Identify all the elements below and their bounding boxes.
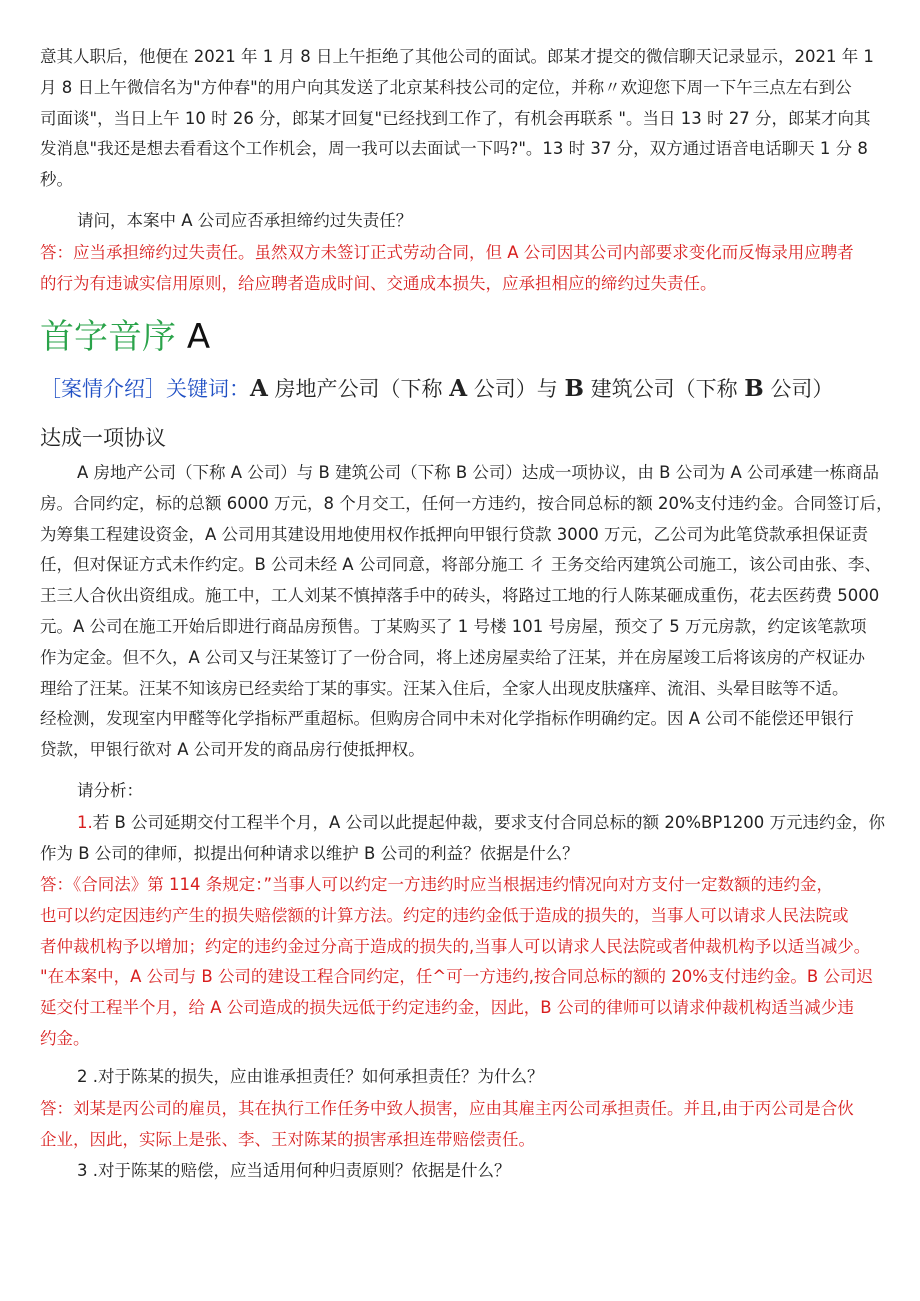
answer-line: 者仲裁机构予以增加；约定的违约金过分高于造成的损失的,当事人可以请求人民法院或者仲裁机构予以适当减少。 <box>40 936 871 956</box>
paragraph-line: 经检测，发现室内甲醛等化学指标严重超标。但购房合同中未对化学指标作明确约定。因 A 公司不能偿还甲银行 <box>40 709 854 729</box>
answer-2 <box>40 870 885 1055</box>
answer-1 <box>40 238 885 300</box>
paragraph-line: 作为定金。但不久，A 公司又与汪某签订了一份合同，将上述房屋卖给了汪某，并在房屋竣工后将该房的产权证办 <box>40 647 866 667</box>
keyword-text: 公司） <box>763 377 834 401</box>
paragraph-line: 理给了汪某。汪某不知该房已经卖给丁某的事实。汪某入住后，全家人出现皮肤瘙痒、流泪、头晕目眩等不适。 <box>40 678 849 698</box>
question-line: 作为 B 公司的律师，拟提出何种请求以维护 B 公司的利益？依据是什么？ <box>40 843 579 863</box>
keyword-text: 公司）与 <box>467 377 565 401</box>
paragraph-line: 元。A 公司在施工开始后即进行商品房预售。丁某购买了 1 号楼 101 号房屋，预交了 5 万元房款，约定该笔款项 <box>40 616 867 636</box>
answer-line: 延交付工程半个月，给 A 公司造成的损失远低于约定违约金，因此，B 公司的律师可以请求仲裁机构适当减少违 <box>40 998 854 1018</box>
keyword-letter-a: A <box>250 375 268 402</box>
question-line <box>40 808 885 839</box>
case-heading-line2: 达成一项协议 <box>40 426 166 450</box>
case-bracket-open: ［ <box>40 377 61 401</box>
case-label: 案情介绍 <box>61 377 145 401</box>
paragraph-line: 月 8 日上午微信名为"方仲春"的用户向其发送了北京某科技公司的定位，并称〃欢迎您下周一下午三点左右到公 <box>40 77 852 97</box>
answer-line: "在本案中，A 公司与 B 公司的建设工程合同约定，任^可一方违约,按合同总标的额的 20%支付违约金。B 公司迟 <box>40 967 873 987</box>
answer-line: 也可以约定因违约产生的损失赔偿额的计算方法。约定的违约金低于造成的损失的，当事人可以请求人民法院或 <box>40 905 849 925</box>
paragraph-line: 司面谈"，当日上午 10 时 26 分，郎某才回复"已经找到工作了，有机会再联系 "。当日 13 时 27 分，郎某才向其 <box>40 108 871 128</box>
answer-line: 约金。 <box>40 1028 90 1048</box>
case-heading <box>40 370 833 408</box>
paragraph-line: 王三人合伙出资组成。施工中，工人刘某不慎掉落手中的砖头，将路过工地的行人陈某砸成重伤，花去医药费 5000 <box>40 586 880 606</box>
analysis-question-1 <box>40 808 885 870</box>
question-1 <box>40 206 885 237</box>
question-text: 请问，本案中 A 公司应否承担缔约过失责任？ <box>77 211 413 230</box>
heading-green-text: 首字音序 <box>40 317 176 357</box>
paragraph-line: 为筹集工程建设资金，A 公司用其建设用地使用权作抵押向甲银行贷款 3000 万元，乙公司为此笔贷款承担保证责 <box>40 524 869 544</box>
analysis-question-2 <box>40 1062 885 1093</box>
paragraph-line: 任，但对保证方式未作约定。B 公司未经 A 公司同意，将部分施工 彳 王务交给丙建筑公司施工，该公司由张、李、 <box>40 555 881 575</box>
keyword-letter-b: B <box>564 375 584 402</box>
keyword-letter-b2: B <box>744 375 764 402</box>
question-text: 2 .对于陈某的损失，应由谁承担责任？如何承担责任？为什么？ <box>77 1067 544 1086</box>
answer-3 <box>40 1094 885 1156</box>
paragraph-line: 意其人职后，他便在 2021 年 1 月 8 日上午拒绝了其他公司的面试。郎某才提交的微信聊天记录显示，2021 年 1 <box>40 47 874 66</box>
heading-letter: A <box>186 317 211 357</box>
case-paragraph <box>40 458 893 766</box>
section-heading <box>40 312 210 362</box>
answer-line: 答：《合同法》第 114 条规定：”当事人可以约定一方违约时应当根据违约情况向对方支付一定数额的违约金， <box>40 875 834 894</box>
question-number: 1. <box>77 813 93 832</box>
paragraph-line: 发消息"我还是想去看看这个工作机会，周一我可以去面试一下吗?"。13 时 37 分，双方通过语音电话聊天 1 分 8 <box>40 139 868 159</box>
answer-line: 的行为有违诚实信用原则，给应聘者造成时间、交通成本损失，应承担相应的缔约过失责任。 <box>40 273 717 293</box>
paragraph-line: 贷款，甲银行欲对 A 公司开发的商品房行使抵押权。 <box>40 740 425 760</box>
intro-paragraph <box>40 42 885 196</box>
keyword-label: 关键词： <box>166 377 250 401</box>
answer-line: 答：应当承担缔约过失责任。虽然双方未签订正式劳动合同，但 A 公司因其公司内部要求变化而反悔录用应聘者 <box>40 243 854 262</box>
analyze-label: 请分析： <box>77 781 143 800</box>
keyword-text: 房地产公司（下称 <box>267 377 450 401</box>
keyword-text: 建筑公司（下称 <box>583 377 745 401</box>
question-text: 3 .对于陈某的赔偿，应当适用何种归责原则？依据是什么？ <box>77 1161 511 1180</box>
keyword-letter-a2: A <box>449 375 468 402</box>
analysis-question-3 <box>40 1156 885 1187</box>
paragraph-line: A 房地产公司（下称 A 公司）与 B 建筑公司（下称 B 公司）达成一项协议，由 B 公司为 A 公司承建一栋商品 <box>77 463 880 482</box>
answer-line: 答：刘某是丙公司的雇员，其在执行工作任务中致人损害，应由其雇主丙公司承担责任。并且,由于丙公司是合伙 <box>40 1099 854 1118</box>
answer-line: 企业，因此，实际上是张、李、王对陈某的损害承担连带赔偿责任。 <box>40 1129 535 1149</box>
question-text: 若 B 公司延期交付工程半个月，A 公司以此提起仲裁，要求支付合同总标的额 20%BP1200 万元违约金，你 <box>92 813 886 832</box>
analysis-label <box>40 776 885 807</box>
paragraph-line: 房。合同约定，标的总额 6000 万元，8 个月交工，任何一方违约，按合同总标的额 20%支付违约金。合同签订后， <box>40 493 893 513</box>
paragraph-line: 秒。 <box>40 170 73 190</box>
case-bracket-close: ］ <box>145 377 166 401</box>
